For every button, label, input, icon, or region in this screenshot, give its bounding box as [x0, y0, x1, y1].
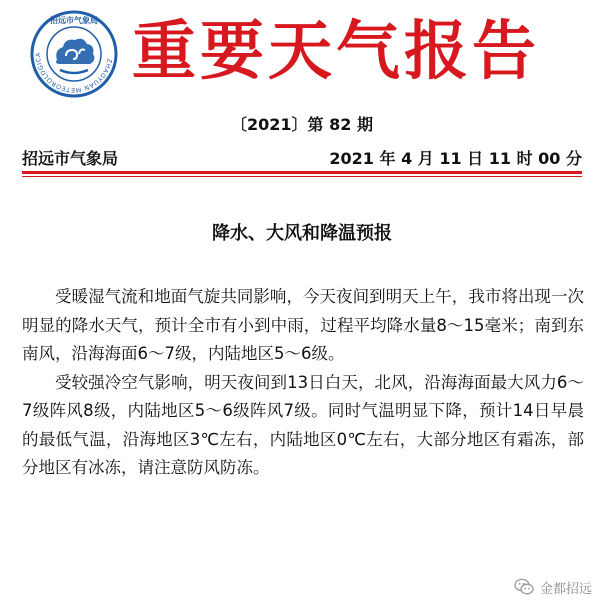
meteorology-seal-logo — [30, 10, 118, 98]
header-divider-thin — [22, 176, 582, 177]
issue-datetime: 2021 年 4 月 11 日 11 时 00 分 — [329, 149, 582, 168]
report-body — [22, 283, 584, 483]
issuing-agency: 招远市气象局 — [22, 149, 119, 168]
report-title: 降水、大风和降温预报 — [212, 223, 392, 244]
seal-icon — [30, 10, 118, 98]
watermark-text: 金都招远 — [539, 581, 592, 597]
seal-top-text: 招远市气象局 — [50, 16, 98, 25]
paragraph: 受暖湿气流和地面气旋共同影响，今天夜间到明天上午，我市将出现一次明显的降水天气，预计全市有小到中雨，过程平均降水量8～15毫米；南到东南风，沿海海面6～7级，内陆地区5～6级。 — [22, 287, 584, 363]
wechat-icon — [514, 578, 534, 596]
header-divider-thick — [22, 171, 582, 174]
seal-ring-text: ZHAOYUAN METEOROLOGICA — [34, 51, 113, 94]
issue-number: 〔2021〕第 82 期 — [231, 115, 373, 134]
paragraph: 受较强冷空气影响，明天夜间到13日白天，北风，沿海海面最大风力6～7级阵风8级，内陆地区5～6级阵风7级。同时气温明显下降，预计14日早晨的最低气温，沿海地区3℃左右，内陆地区0℃左右，大部分地区有霜冻，部分地区有冰冻，请注意防风防冻。 — [22, 372, 584, 477]
wechat-watermark — [514, 577, 592, 597]
banner-title: 重要天气报告 — [132, 14, 540, 89]
